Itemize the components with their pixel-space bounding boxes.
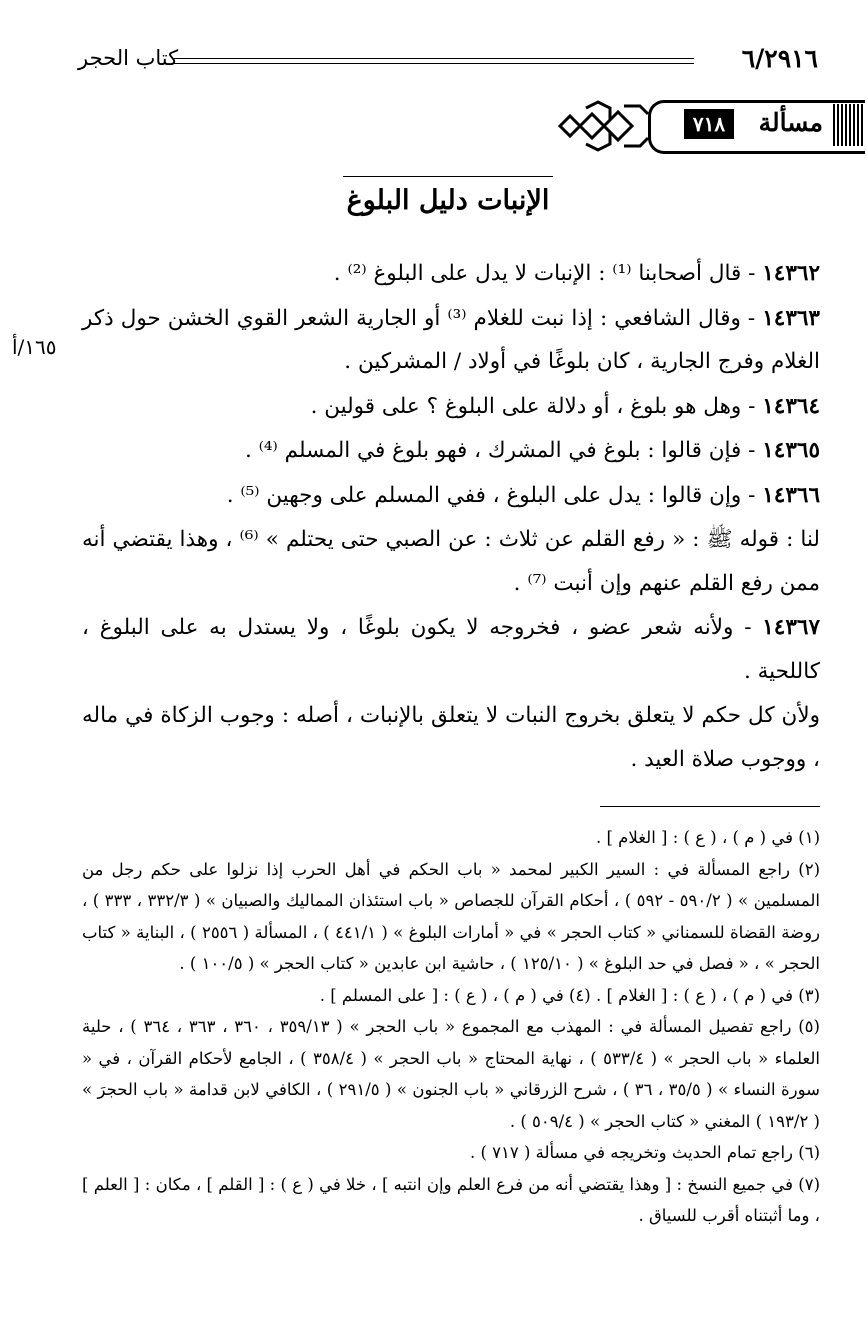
paragraph-number: ١٤٣٦٥ [762, 438, 820, 463]
ornament-icon [556, 98, 652, 154]
footnote-rule [600, 806, 820, 807]
running-header [78, 44, 818, 78]
banner-bars [833, 104, 863, 146]
paragraph [82, 694, 820, 781]
footnote: (٦) راجع تمام الحديث وتخريجه في مسألة ( ٧١٧ ) . [469, 1143, 820, 1162]
masala-number: ٧١٨ [684, 109, 734, 139]
paragraph-number: ١٤٣٦٣ [762, 305, 820, 331]
paragraph-number: ١٤٣٦٢ [762, 261, 820, 286]
footnote: (٣) في ( م ) ، ( ع ) : [ الغلام ] . (٤) في ( م ) ، ( ع ) : [ على المسلم ] . [319, 985, 820, 1005]
paragraph-text: - ولأنه شعر عضو ، فخروجه لا يكون بلوغًا ، ولا يستدل به على البلوغ ، كاللحية . [82, 615, 820, 684]
paragraph-text: - وإن قالوا : يدل على البلوغ ، ففي المسلم على وجهين ⁽⁵⁾ . [226, 482, 756, 508]
paragraph-text: - قال أصحابنا ⁽¹⁾ : الإنبات لا يدل على البلوغ ⁽²⁾ . [333, 261, 756, 286]
paragraph [82, 252, 820, 296]
paragraph [82, 474, 820, 518]
paragraph [82, 518, 820, 605]
page-reference: ٦/٢٩١٦ [741, 44, 818, 73]
paragraph-text: - فإن قالوا : بلوغ في المشرك ، فهو بلوغ في المسلم ⁽⁴⁾ . [244, 438, 756, 463]
header-rule [174, 58, 694, 64]
title-rule [343, 176, 553, 177]
paragraph-text: - وقال الشافعي : إذا نبت للغلام ⁽³⁾ أو الجارية الشعر القوي الخشن حول ذكر الغلام وفرج الجارية ، كان بلوغًا في أولاد / المشركين . [82, 305, 820, 374]
paragraph [82, 297, 820, 384]
footnote: (٢) راجع المسألة في : السير الكبير لمحمد « باب الحكم في أهل الحرب إذا نزلوا على حكم رجل من المسلمين » ( ٥٩٠/٢ - ٥٩٢ ) ، أحكام القرآن للجصاص « باب استئذان المماليك والصبيان » ( ٣٣٢/٣ ، ٣٣٣ ) ، روضة القضاة للسمناني « كتاب الحجر » في « أمارات البلوغ » ( ٤٤١/١ ) ، المسألة ( ٢٥٥٦ ) ، البناية « كتاب الحجر » ، « فصل في حد البلوغ » ( ١٢٥/١٠ ) ، حاشية ابن عابدين « كتاب الحجر » ( ١٠٠/٥ ) . [82, 859, 821, 973]
masala-banner [556, 98, 867, 158]
paragraph [82, 429, 820, 473]
paragraph-text: لنا : قوله ﷺ : « رفع القلم عن ثلاث : عن الصبي حتى يحتلم » ⁽⁶⁾ ، وهذا يقتضي أنه ممن رفع القلم عنهم وإن أنبت ⁽⁷⁾ . [82, 527, 820, 596]
footnote: (١) في ( م ) ، ( ع ) : [ الغلام ] . [595, 828, 820, 847]
masala-label: مسألة [758, 108, 823, 137]
margin-note: ١٦٥/أ [12, 335, 57, 359]
footnotes [82, 822, 820, 1232]
paragraph [82, 385, 820, 429]
paragraph [82, 606, 820, 693]
section-title: كتاب الحجر [78, 46, 179, 70]
footnote: (٥) راجع تفصيل المسألة في : المهذب مع المجموع « باب الحجر » ( ٣٥٩/١٣ ، ٣٦٠ ، ٣٦٣ ، ٣٦٤ ) ، حلية العلماء « باب الحجر » ( ٥٣٣/٤ ) ، نهاية المحتاج « باب الحجر » ( ٣٥٨/٤ ) ، الجامع لأحكام القرآن ، في « سورة النساء » ( ٣٥/٥ ، ٣٦ ) ، شرح الزرقاني « باب الجنون » ( ٢٩١/٥ ) ، الكافي لابن قدامة « باب الحجرَ » ( ١٩٣/٢ ) المغني « كتاب الحجر » ( ٥٠٩/٤ ) . [82, 1017, 820, 1131]
paragraph-text: - وهل هو بلوغ ، أو دلالة على البلوغ ؟ على قولين . [310, 393, 756, 419]
paragraph-number: ١٤٣٦٤ [762, 393, 820, 419]
paragraph-number: ١٤٣٦٦ [762, 482, 820, 508]
paragraph-text: ولأن كل حكم لا يتعلق بخروج النبات لا يتعلق بالإنبات ، أصله : وجوب الزكاة في ماله ، ووجوب صلاة العيد . [82, 703, 820, 772]
page-title: الإنبات دليل البلوغ [346, 185, 550, 216]
main-text [82, 252, 820, 782]
paragraph-number: ١٤٣٦٧ [762, 615, 820, 640]
footnote: (٧) في جميع النسخ : [ وهذا يقتضي أنه من فرع العلم وإن انتبه ] ، خلا في ( ع ) : [ القلم ] ، مكان : [ العلم ] ، وما أثبتناه أقرب للسياق . [82, 1174, 820, 1225]
